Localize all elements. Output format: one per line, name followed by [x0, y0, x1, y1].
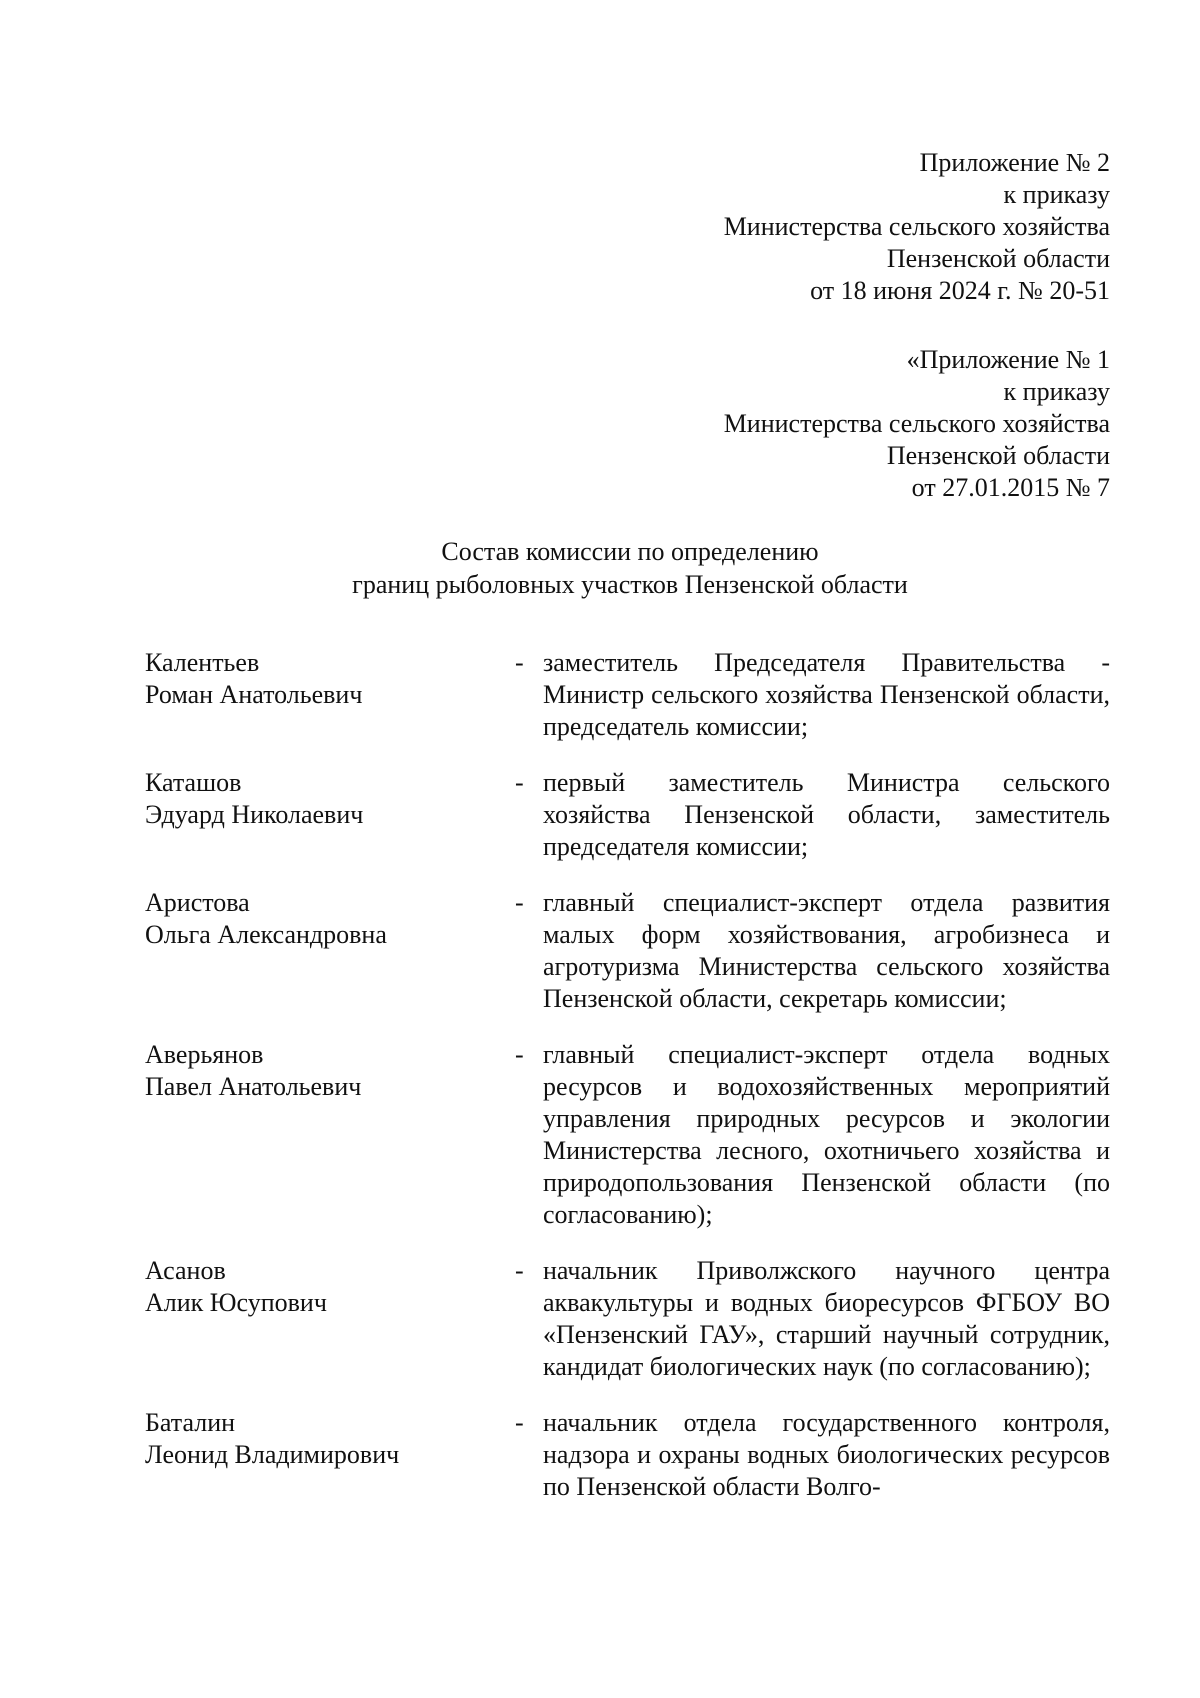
appendix-1-header	[724, 344, 1110, 504]
member-name	[145, 1407, 515, 1471]
member-given-names: Алик Юсупович	[145, 1288, 327, 1317]
member-row	[145, 1255, 1110, 1383]
appendix-1-date: от 27.01.2015 № 7	[911, 473, 1110, 502]
member-given-names: Леонид Владимирович	[145, 1440, 400, 1469]
member-role: главный специалист-эксперт отдела водных ресурсов и водохозяйственных мероприятий управления природных ресурсов и экологии Министерства лесного, охотничьего хозяйства и природопользования Пензенской области (по согласованию);	[543, 1040, 1110, 1229]
member-surname: Калентьев	[145, 648, 260, 677]
appendix-2-number: Приложение № 2	[919, 148, 1110, 177]
member-row	[145, 767, 1110, 863]
member-name	[145, 1039, 515, 1103]
appendix-2-order-ref: к приказу	[1003, 180, 1110, 209]
member-surname: Аверьянов	[145, 1040, 264, 1069]
title-line-1: Состав комиссии по определению	[441, 537, 819, 566]
member-dash: -	[515, 1040, 524, 1069]
member-surname: Аристова	[145, 888, 250, 917]
member-dash: -	[515, 768, 524, 797]
member-given-names: Ольга Александровна	[145, 920, 387, 949]
member-surname: Каташов	[145, 768, 242, 797]
member-role: начальник отдела государственного контроля, надзора и охраны водных биологических ресурсов по Пензенской области Волго-	[543, 1408, 1110, 1501]
appendix-1-ministry: Министерства сельского хозяйства	[723, 409, 1110, 438]
member-dash: -	[515, 888, 524, 917]
member-role: начальник Приволжского научного центра аквакультуры и водных биоресурсов ФГБОУ ВО «Пензенский ГАУ», старший научный сотрудник, кандидат биологических наук (по согласованию);	[543, 1256, 1110, 1381]
member-role: первый заместитель Министра сельского хозяйства Пензенской области, заместитель председателя комиссии;	[543, 768, 1110, 861]
member-given-names: Павел Анатольевич	[145, 1072, 362, 1101]
member-dash: -	[515, 1408, 524, 1437]
member-name	[145, 767, 515, 831]
member-dash: -	[515, 648, 524, 677]
member-surname: Баталин	[145, 1408, 236, 1437]
commission-member-list	[145, 647, 1110, 1503]
member-dash: -	[515, 1256, 524, 1285]
member-row	[145, 887, 1110, 1015]
member-role: главный специалист-эксперт отдела развития малых форм хозяйствования, агробизнеса и агротуризма Министерства сельского хозяйства Пензенской области, секретарь комиссии;	[543, 888, 1110, 1013]
member-given-names: Эдуард Николаевич	[145, 800, 364, 829]
member-name	[145, 1255, 515, 1319]
member-role: заместитель Председателя Правительства - Министр сельского хозяйства Пензенской области, председатель комиссии;	[543, 648, 1110, 741]
appendix-1-number: «Приложение № 1	[906, 345, 1110, 374]
appendix-2-date: от 18 июня 2024 г. № 20-51	[810, 276, 1110, 305]
member-name	[145, 887, 515, 951]
title-line-2: границ рыболовных участков Пензенской области	[352, 570, 908, 599]
appendix-1-region: Пензенской области	[886, 441, 1110, 470]
appendix-2-region: Пензенской области	[886, 244, 1110, 273]
member-given-names: Роман Анатольевич	[145, 680, 363, 709]
appendix-1-order-ref: к приказу	[1003, 377, 1110, 406]
member-name	[145, 647, 515, 711]
member-row	[145, 647, 1110, 743]
appendix-2-ministry: Министерства сельского хозяйства	[723, 212, 1110, 241]
member-row	[145, 1039, 1110, 1231]
appendix-2-header	[724, 147, 1110, 307]
document-title	[0, 535, 1200, 601]
member-row	[145, 1407, 1110, 1503]
member-surname: Асанов	[145, 1256, 226, 1285]
